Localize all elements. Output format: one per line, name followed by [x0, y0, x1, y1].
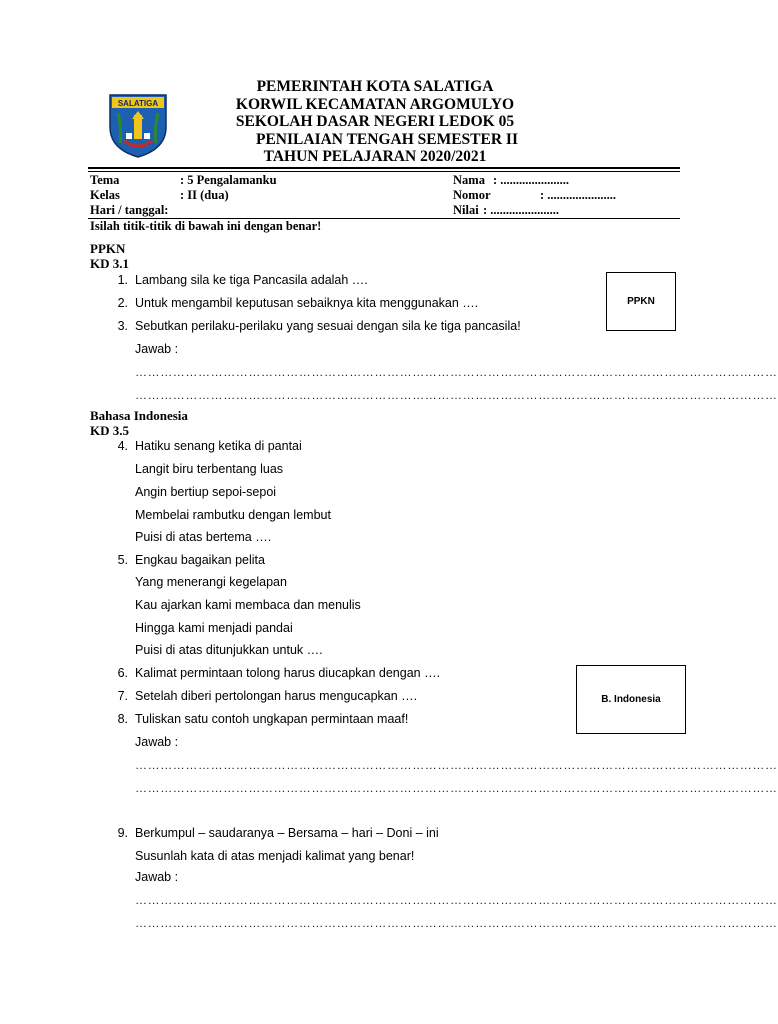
poem-line: Angin bertiup sepoi-sepoi	[135, 485, 277, 499]
nilai-value: : ......................	[483, 203, 560, 217]
section-title-ppkn: PPKN	[90, 241, 126, 256]
kelas-label: Kelas	[90, 188, 120, 202]
tema-label: Tema	[90, 173, 120, 187]
header-line-1: PEMERINTAH KOTA SALATIGA	[256, 78, 494, 95]
answer-line: ………………………………………………………………………………………………………………………………………	[135, 893, 778, 907]
header-line-2: KORWIL KECAMATAN ARGOMULYO	[235, 95, 515, 113]
score-box-label: PPKN	[627, 296, 655, 307]
poem-line: Kau ajarkan kami membaca dan menulis	[135, 598, 361, 612]
header-line-5: TAHUN PELAJARAN 2020/2021	[263, 148, 487, 165]
poem-question: Puisi di atas ditunjukkan untuk ….	[135, 643, 323, 657]
question-9-instruction: Susunlah kata di atas menjadi kalimat yang benar!	[135, 849, 415, 863]
salatiga-logo	[108, 93, 168, 159]
poem-question: Puisi di atas bertema ….	[135, 530, 272, 544]
poem-line: Hingga kami menjadi pandai	[135, 621, 293, 635]
jawab-label: Jawab :	[135, 735, 179, 749]
score-box-ppkn	[606, 272, 676, 331]
poem-line: Yang menerangi kegelapan	[135, 575, 287, 589]
header-rule-thin	[88, 171, 680, 172]
school-header	[170, 78, 580, 166]
section-title-bindo: Bahasa Indonesia	[90, 408, 188, 423]
answer-line: ………………………………………………………………………………………………………………………………………	[135, 758, 778, 772]
answer-line: ………………………………………………………………………………………………………………………………………	[135, 781, 778, 795]
nama-value: : ......................	[493, 173, 570, 187]
poem-line: Membelai rambutku dengan lembut	[135, 508, 331, 522]
answer-line: ………………………………………………………………………………………………………………………………………	[135, 365, 778, 379]
svg-text:SALATIGA: SALATIGA	[117, 99, 159, 108]
nomor-value: : ......................	[540, 188, 617, 202]
answer-line: ………………………………………………………………………………………………………………………………………	[135, 916, 778, 930]
kd-ppkn: KD 3.1	[90, 256, 129, 271]
score-box-bindo	[576, 665, 686, 734]
poem-line: Langit biru terbentang luas	[135, 462, 284, 476]
answer-line: ………………………………………………………………………………………………………………………………………	[135, 388, 778, 402]
score-box-label: B. Indonesia	[601, 694, 661, 705]
header-line-4: PENILAIAN TENGAH SEMESTER II	[256, 130, 518, 148]
header-rule-thick	[88, 167, 680, 169]
nilai-label: Nilai	[453, 203, 479, 217]
nomor-label: Nomor	[453, 188, 491, 202]
hari-tanggal-label: Hari / tanggal:	[90, 203, 169, 217]
jawab-label: Jawab :	[135, 870, 179, 884]
jawab-label: Jawab :	[135, 342, 179, 356]
kelas-value: : II (dua)	[180, 188, 229, 202]
tema-value: : 5 Pengalamanku	[180, 173, 277, 187]
kd-bindo: KD 3.5	[90, 423, 129, 438]
header-line-3: SEKOLAH DASAR NEGERI LEDOK 05	[235, 113, 515, 130]
instruction: Isilah titik-titik di bawah ini dengan benar!	[90, 219, 322, 233]
nama-label: Nama	[453, 173, 485, 187]
